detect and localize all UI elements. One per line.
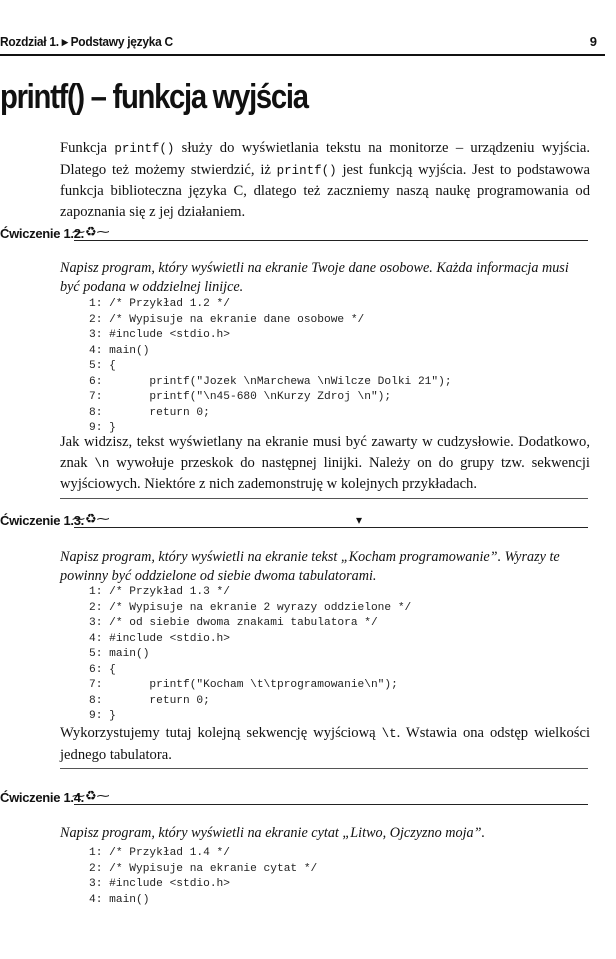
intro-paragraph: [60, 138, 590, 222]
text-run: Jak widzisz, tekst wyświetlany na ekranie musi być zawarty w cudzysłowie. Dodatkowo, znak: [60, 434, 590, 471]
page-number: 9: [589, 34, 597, 49]
text-run: . Wstawia ona odstęp wielkości jednego tabulatora.: [60, 725, 590, 763]
exercise-heading: [0, 226, 588, 246]
exercise-label: Ćwiczenie 1.2.: [0, 226, 84, 241]
exercise-task: Napisz program, który wyświetli na ekranie tekst „Kocham programowanie”. Wyrazy te powinny być oddzielone od siebie dwoma tabulatorami.: [60, 549, 560, 584]
ornament-icon: ⁓♻⁓: [72, 224, 110, 239]
divider: [60, 768, 588, 769]
divider: [60, 498, 588, 499]
text-run: Wykorzystujemy tutaj kolejną sekwencję wyjściową: [60, 725, 382, 741]
ornament-icon: ⁓♻⁓: [72, 511, 110, 526]
code-listing: 1: /* Przykład 1.2 */ 2: /* Wypisuje na ekranie dane osobowe */ 3: #include <stdio.h> 4: main() 5: { 6: printf("Jozek \nMarchewa \nWilcze Dolki 21"); 7: printf("\n45-680 \nKurzy Zdroj \n"); 8: return 0; 9: }: [89, 298, 452, 434]
exercise-task: Napisz program, który wyświetli na ekranie Twoje dane osobowe. Każda informacja musi być podana w oddzielnej linijce.: [60, 260, 569, 295]
exercise-heading: [0, 790, 588, 810]
text-run: wywołuje przeskok do następnej linijki. Należy on do grupy tzw. sekwencji wyjściowych. Niektóre z nich zademonstruję w kolejnych przykładach.: [60, 454, 590, 492]
paragraph: [60, 723, 590, 765]
exercise-label: Ćwiczenie 1.4.: [0, 790, 84, 805]
divider: [74, 527, 588, 528]
inline-code: printf(): [114, 142, 175, 156]
running-header: [0, 34, 605, 56]
text-run: jest funkcją wyjścia. Jest to podstawowa funkcja biblioteczna języka C, dlatego też zaczniemy naszą naukę programowania od zapoznania się z jej działaniem.: [60, 161, 590, 220]
chapter-title: Rozdział 1. ▸ Podstawy języka C: [0, 34, 173, 49]
inline-code: printf(): [276, 163, 337, 178]
paragraph: [60, 432, 590, 495]
text-run: służy do wyświetlania tekstu na monitorze – urządzeniu wyjścia. Dlatego też możemy stwierdzić, iż: [60, 140, 590, 178]
code-listing: 1: /* Przykład 1.4 */ 2: /* Wypisuje na ekranie cytat */ 3: #include <stdio.h> 4: main(): [89, 847, 318, 906]
ornament-icon: ⁓♻⁓: [72, 788, 110, 803]
exercise-label: Ćwiczenie 1.3.: [0, 513, 84, 528]
divider: [74, 240, 588, 241]
section-title: printf() – funkcja wyjścia: [0, 78, 308, 116]
exercise-task: Napisz program, który wyświetli na ekranie cytat „Litwo, Ojczyzno moja”.: [60, 825, 486, 841]
divider: [74, 804, 588, 805]
text-run: Funkcja: [60, 140, 115, 156]
code-listing: 1: /* Przykład 1.3 */ 2: /* Wypisuje na ekranie 2 wyrazy oddzielone */ 3: /* od siebie dwoma znakami tabulatora */ 4: #include <stdio.h> 5: main() 6: { 7: printf("Kocham \t\tprogramowanie\n"); 8: return 0; 9: }: [89, 586, 412, 722]
inline-code: \t: [381, 727, 397, 741]
inline-code: \n: [94, 456, 110, 471]
exercise-heading: [0, 513, 588, 533]
mark-icon: ▾: [356, 513, 363, 527]
